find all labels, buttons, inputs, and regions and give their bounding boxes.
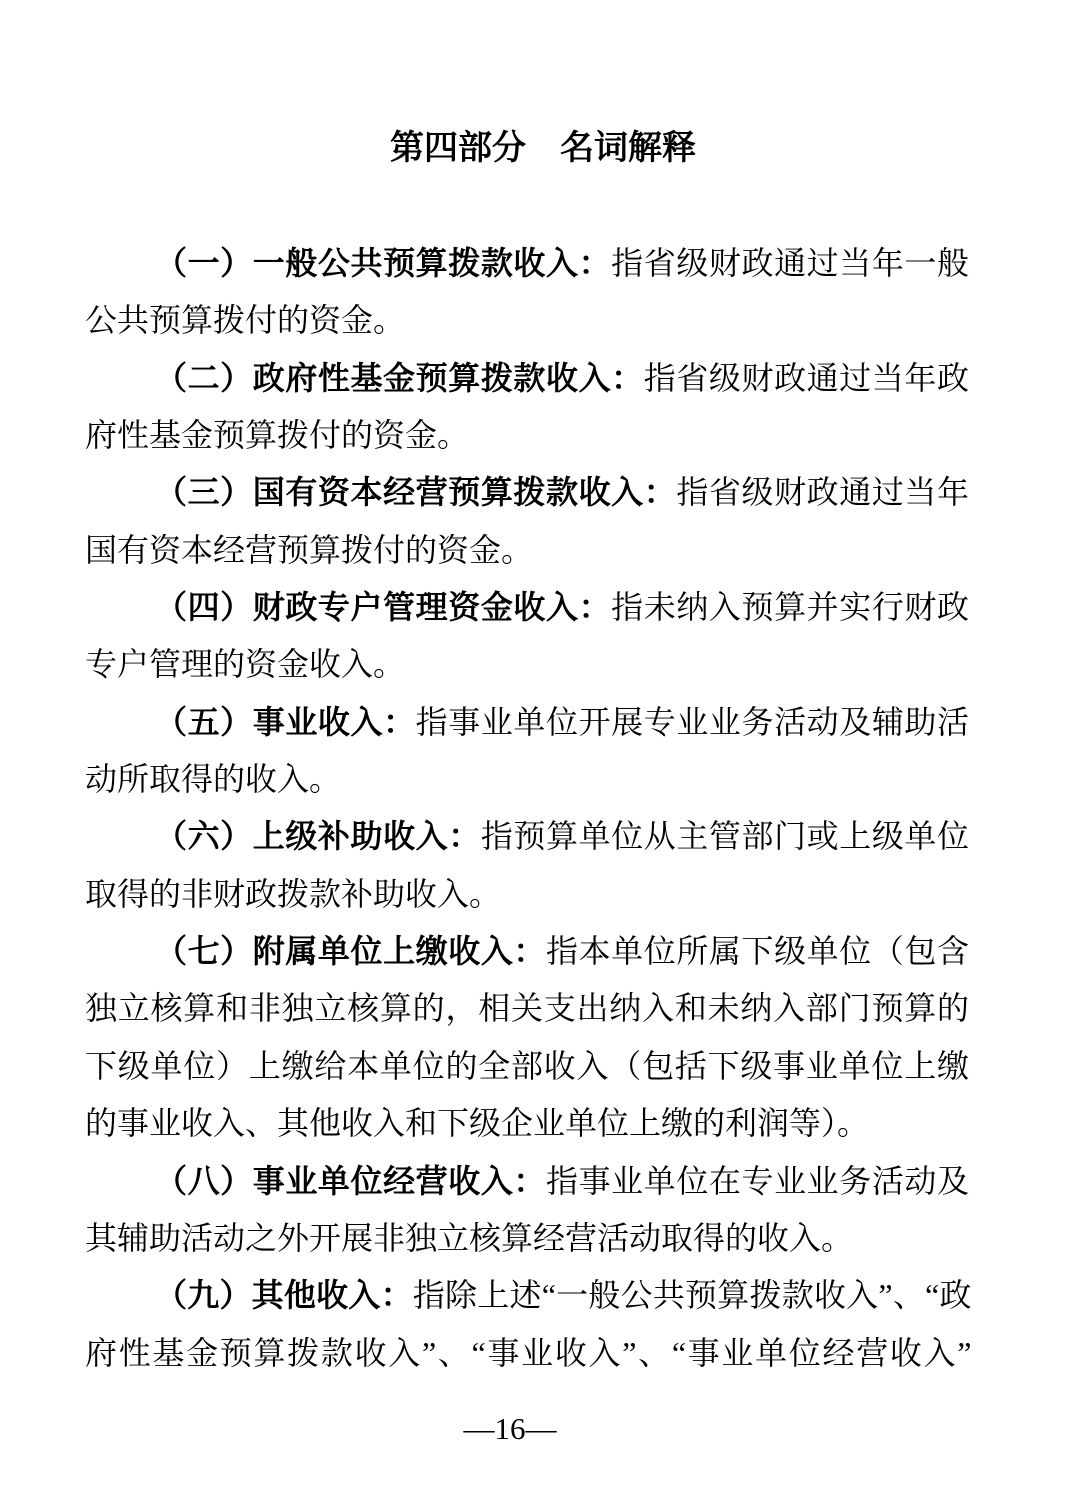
definition-text: 府性基金预算拨付的资金。 [85,417,470,454]
text-line [85,579,969,636]
text-line [85,1267,969,1324]
text-line [85,1153,969,1210]
term-label: （八）事业单位经营收入： [155,1162,546,1199]
definition-text: 指事业单位开展专业业务活动及辅助活 [415,703,969,740]
text-line [85,1325,969,1382]
term-label: （四）财政专户管理资金收入： [155,589,612,626]
definition-text: 指未纳入预算并实行财政 [611,589,969,626]
text-line [85,522,969,579]
text-line [85,464,969,521]
definition-text: 指本单位所属下级单位（包含 [546,933,969,970]
definition-text: 独立核算和非独立核算的，相关支出纳入和未纳入部门预算的 [85,990,969,1027]
text-line [85,407,969,464]
definition-text: 其辅助活动之外开展非独立核算经营活动取得的收入。 [85,1219,854,1256]
text-line [85,980,969,1037]
text-line [85,1095,969,1152]
definition-text: 指事业单位在专业业务活动及 [546,1162,969,1199]
text-line [85,751,969,808]
term-label: （一）一般公共预算拨款收入： [155,245,612,281]
text-line [85,866,969,923]
text-line [85,235,969,292]
text-line [85,1038,969,1095]
text-line [85,350,969,407]
page-title: 第四部分 名词解释 [390,129,696,167]
definition-text: 指预算单位从主管部门或上级单位 [480,818,969,855]
definition-text: 下级单位）上缴给本单位的全部收入（包括下级事业单位上缴 [85,1047,969,1084]
text-line [85,1210,969,1267]
text-line [85,923,969,980]
definition-text: 的事业收入、其他收入和下级企业单位上缴的利润等）。 [85,1105,870,1142]
text-line [85,808,969,865]
definition-text: 专户管理的资金收入。 [85,646,406,683]
definition-text: 取得的非财政拨款补助收入。 [85,875,502,912]
term-label: （五）事业收入： [155,703,416,740]
text-line [85,292,969,349]
term-label: （七）附属单位上缴收入： [155,933,546,970]
body-text [85,235,969,1382]
definition-text: 动所取得的收入。 [85,761,342,798]
definition-text: 指除上述“一般公共预算拨款收入”、“政 [412,1277,969,1314]
text-line [85,694,969,751]
term-label: （三）国有资本经营预算拨款收入： [155,474,677,511]
text-line [85,636,969,693]
definition-text: 指省级财政通过当年一般 [611,245,969,281]
term-label: （二）政府性基金预算拨款收入： [155,359,644,396]
definition-text: 指省级财政通过当年 [676,474,969,511]
term-label: （九）其他收入： [155,1277,413,1314]
definition-text: 指省级财政通过当年政 [643,359,969,396]
definition-text: 公共预算拨付的资金。 [85,302,406,339]
definition-text: 府性基金预算拨款收入”、“事业收入”、“事业单位经营收入” [85,1334,969,1371]
definition-text: 国有资本经营预算拨付的资金。 [85,531,534,568]
term-label: （六）上级补助收入： [155,818,481,855]
page-number: —16— [463,1411,557,1446]
